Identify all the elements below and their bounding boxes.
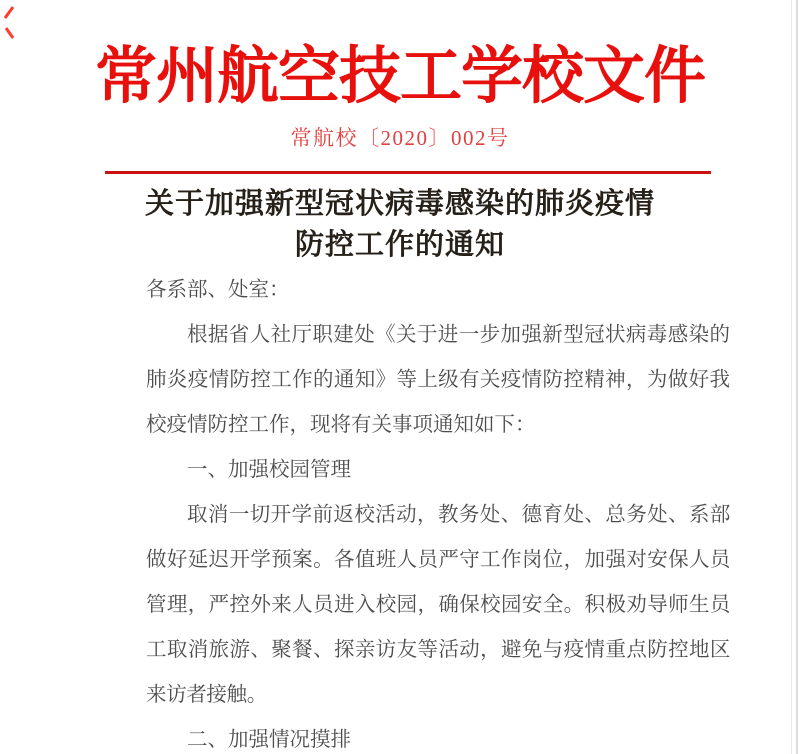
section-heading-2: 二、加强情况摸排 <box>187 729 351 751</box>
red-scan-mark-icon <box>4 25 16 41</box>
notice-title-line1: 关于加强新型冠状病毒感染的肺炎疫情 <box>144 188 655 220</box>
document-body <box>146 268 730 754</box>
red-scan-mark-icon <box>2 5 16 21</box>
paragraph: 取消一切开学前返校活动，教务处、德育处、总务处、系部做好延迟开学预案。各值班人员严守工作岗位，加强对安保人员管理，严控外来人员进入校园，确保校园安全。积极劝导师生员工取消旅游、聚餐、探亲访友等活动，避免与疫情重点防控地区来访者接触。 <box>146 504 730 706</box>
paragraph: 根据省人社厅职建处《关于进一步加强新型冠状病毒感染的肺炎疫情防控工作的通知》等上级有关疫情防控精神，为做好我校疫情防控工作，现将有关事项通知如下： <box>146 324 730 436</box>
salutation: 各系部、处室： <box>146 279 290 301</box>
page-edge-line <box>791 0 792 754</box>
notice-title <box>0 184 800 266</box>
section-heading-1: 一、加强校园管理 <box>187 459 351 481</box>
org-header-title: 常州航空技工学校文件 <box>94 43 705 111</box>
page-edge-line <box>796 0 798 754</box>
notice-title-line2: 防控工作的通知 <box>294 229 505 261</box>
red-separator-line <box>105 171 711 174</box>
doc-number: 常航校〔2020〕002号 <box>290 126 510 150</box>
